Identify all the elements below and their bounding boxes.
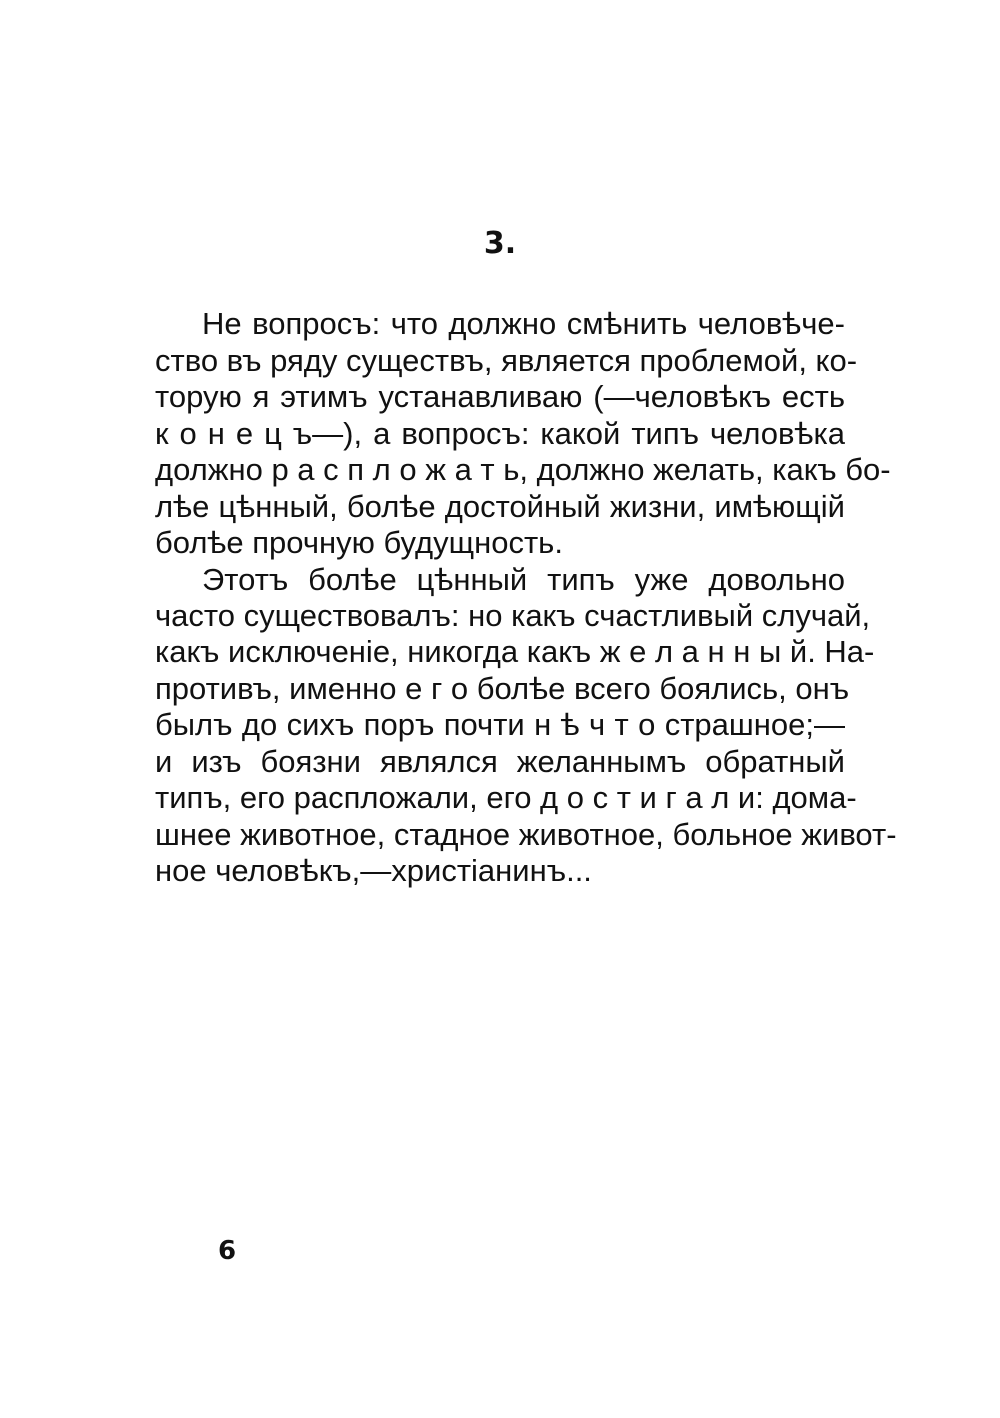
text-line: ство въ ряду существъ, является проблемой, ко- <box>155 343 858 378</box>
text-line: должно р а с п л о ж а т ь, должно желать, какъ бо- <box>155 452 891 487</box>
text-line: лѣе цѣнный, болѣе достойный жизни, имѣющій <box>155 489 845 524</box>
text-line: торую я этимъ устанавливаю (—человѣкъ есть <box>155 379 845 414</box>
text-line: Не вопросъ: что должно смѣнить человѣче- <box>202 306 845 341</box>
text-line: ное человѣкъ,—христiанинъ... <box>155 853 592 888</box>
text-line: к о н е ц ъ—), а вопросъ: какой типъ человѣка <box>155 416 845 451</box>
text-line: и изъ боязни являлся желаннымъ обратный <box>155 744 845 779</box>
text-line: типъ, его расплoжали, его д о с т и г а л и: дома- <box>155 780 857 815</box>
text-line: Этотъ болѣе цѣнный типъ уже довольно <box>202 562 845 597</box>
section-number: 3. <box>483 226 517 261</box>
text-line: часто существовалъ: но какъ счастливый случай, <box>155 598 871 633</box>
text-line: шнее животное, стадное животное, больное живот- <box>155 817 897 852</box>
text-line: противъ, именно е г о болѣе всего боялись, онъ <box>155 671 850 706</box>
text-line: какъ исключенiе, никогда какъ ж е л а н н ы й. На- <box>155 634 875 669</box>
text-line: былъ до сихъ поръ почти н ѣ ч т о страшное;— <box>155 707 845 742</box>
page-number: 6 <box>218 1236 237 1266</box>
text-line: болѣе прочную будущность. <box>155 525 563 560</box>
